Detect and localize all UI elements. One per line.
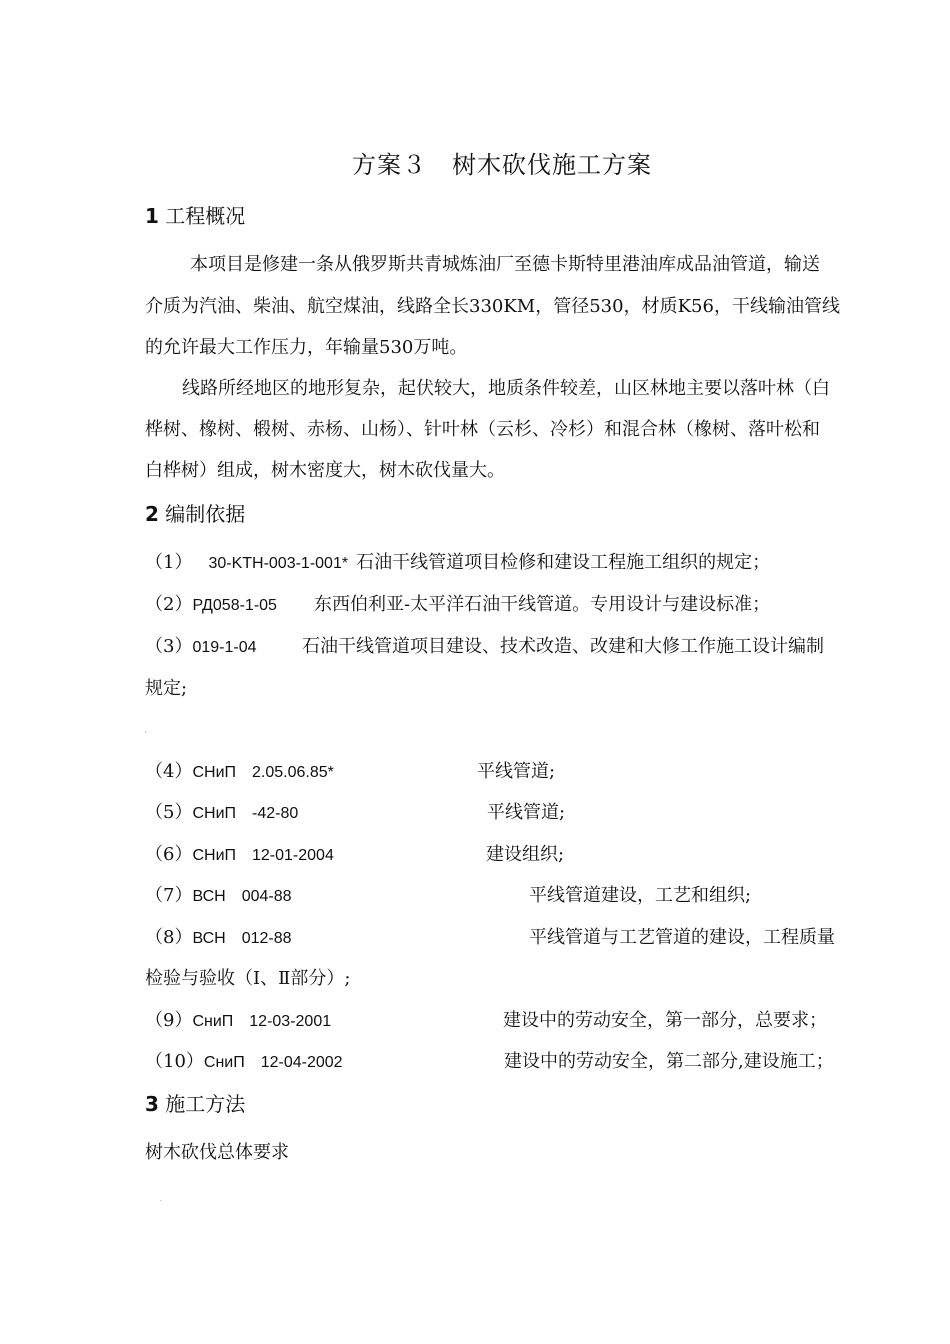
reference-item — [145, 632, 257, 658]
reference-code: СниП 12-04-2002 — [203, 1054, 343, 1071]
reference-index: （4） — [145, 761, 193, 782]
section-1-heading — [145, 200, 245, 229]
section-2-number: 2 — [145, 502, 159, 526]
paragraph-1-line-2: 介质为汽油、柴油、航空煤油，线路全长330KM，管径530，材质K56，干线输油管线 — [145, 296, 840, 317]
reference-description: 平线管道; — [477, 761, 556, 782]
paragraph-2-line-1: 线路所经地区的地形复杂，起伏较大，地质条件较差，山区林地主要以落叶林（白 — [182, 378, 830, 399]
stray-mark: · — [160, 1198, 162, 1205]
section-3-subheading: 树木砍伐总体要求 — [145, 1142, 289, 1163]
reference-item — [145, 590, 277, 616]
reference-item — [145, 1047, 343, 1073]
reference-code: ВСН 012-88 — [192, 930, 292, 947]
section-1-label: 工程概况 — [165, 204, 246, 228]
reference-continuation: 规定; — [145, 678, 188, 699]
document-title: 方案３ 树木砍伐施工方案 — [352, 151, 652, 179]
section-2-heading — [145, 498, 245, 527]
reference-item — [145, 548, 770, 574]
paragraph-2-line-2: 桦树、橡树、椴树、赤杨、山杨）、针叶林（云杉、冷杉）和混合林（橡树、落叶松和 — [145, 419, 820, 440]
paragraph-1-line-3: 的允许最大工作压力，年输量530万吨。 — [145, 337, 468, 358]
reference-index: （8） — [145, 927, 193, 948]
reference-index: （1） — [145, 552, 193, 573]
reference-code: СНиП 2.05.06.85* — [192, 764, 334, 781]
reference-index: （9） — [145, 1010, 193, 1031]
section-3-label: 施工方法 — [165, 1092, 246, 1116]
reference-description: 东西伯利亚-太平洋石油干线管道。专用设计与建设标准； — [314, 594, 771, 615]
reference-code: РД058-1-05 — [192, 597, 277, 614]
reference-item — [145, 923, 292, 949]
stray-mark: ' — [145, 731, 147, 738]
reference-code: 019-1-04 — [192, 639, 257, 656]
reference-item — [145, 881, 292, 907]
reference-code: 30-KTH-003-1-001* — [208, 555, 349, 572]
reference-item — [145, 840, 334, 866]
reference-index: （6） — [145, 844, 193, 865]
reference-index: （2） — [145, 594, 193, 615]
reference-description: 建设组织; — [486, 844, 565, 865]
section-3-heading — [145, 1088, 245, 1117]
reference-description: 平线管道建设，工艺和组织; — [529, 885, 752, 906]
reference-index: （3） — [145, 636, 193, 657]
reference-item — [145, 1006, 331, 1032]
reference-description: 建设中的劳动安全，第二部分,建设施工； — [504, 1051, 834, 1072]
reference-code: СНиП 12-01-2004 — [192, 847, 334, 864]
reference-index: （5） — [145, 802, 193, 823]
reference-code: СНиП -42-80 — [192, 805, 299, 822]
section-1-number: 1 — [145, 204, 159, 228]
reference-code: ВСН 004-88 — [192, 888, 292, 905]
reference-code: СниП 12-03-2001 — [192, 1013, 332, 1030]
paragraph-2-line-3: 白桦树）组成，树木密度大，树木砍伐量大。 — [145, 460, 505, 481]
reference-continuation: 检验与验收（Ⅰ、Ⅱ部分）; — [145, 968, 351, 989]
reference-description: 平线管道; — [487, 802, 566, 823]
reference-description: 建设中的劳动安全，第一部分，总要求； — [503, 1010, 827, 1031]
reference-item — [145, 798, 298, 824]
reference-index: （7） — [145, 885, 193, 906]
reference-description: 平线管道与工艺管道的建设，工程质量 — [529, 927, 835, 948]
reference-description: 石油干线管道项目检修和建设工程施工组织的规定； — [356, 552, 771, 573]
section-3-number: 3 — [145, 1092, 159, 1116]
reference-item — [145, 757, 334, 783]
reference-index: （10） — [145, 1051, 204, 1072]
section-2-label: 编制依据 — [165, 502, 246, 526]
reference-description: 石油干线管道项目建设、技术改造、改建和大修工作施工设计编制 — [302, 636, 824, 657]
paragraph-1-line-1: 本项目是修建一条从俄罗斯共青城炼油厂至德卡斯特里港油库成品油管道，输送 — [190, 254, 820, 275]
